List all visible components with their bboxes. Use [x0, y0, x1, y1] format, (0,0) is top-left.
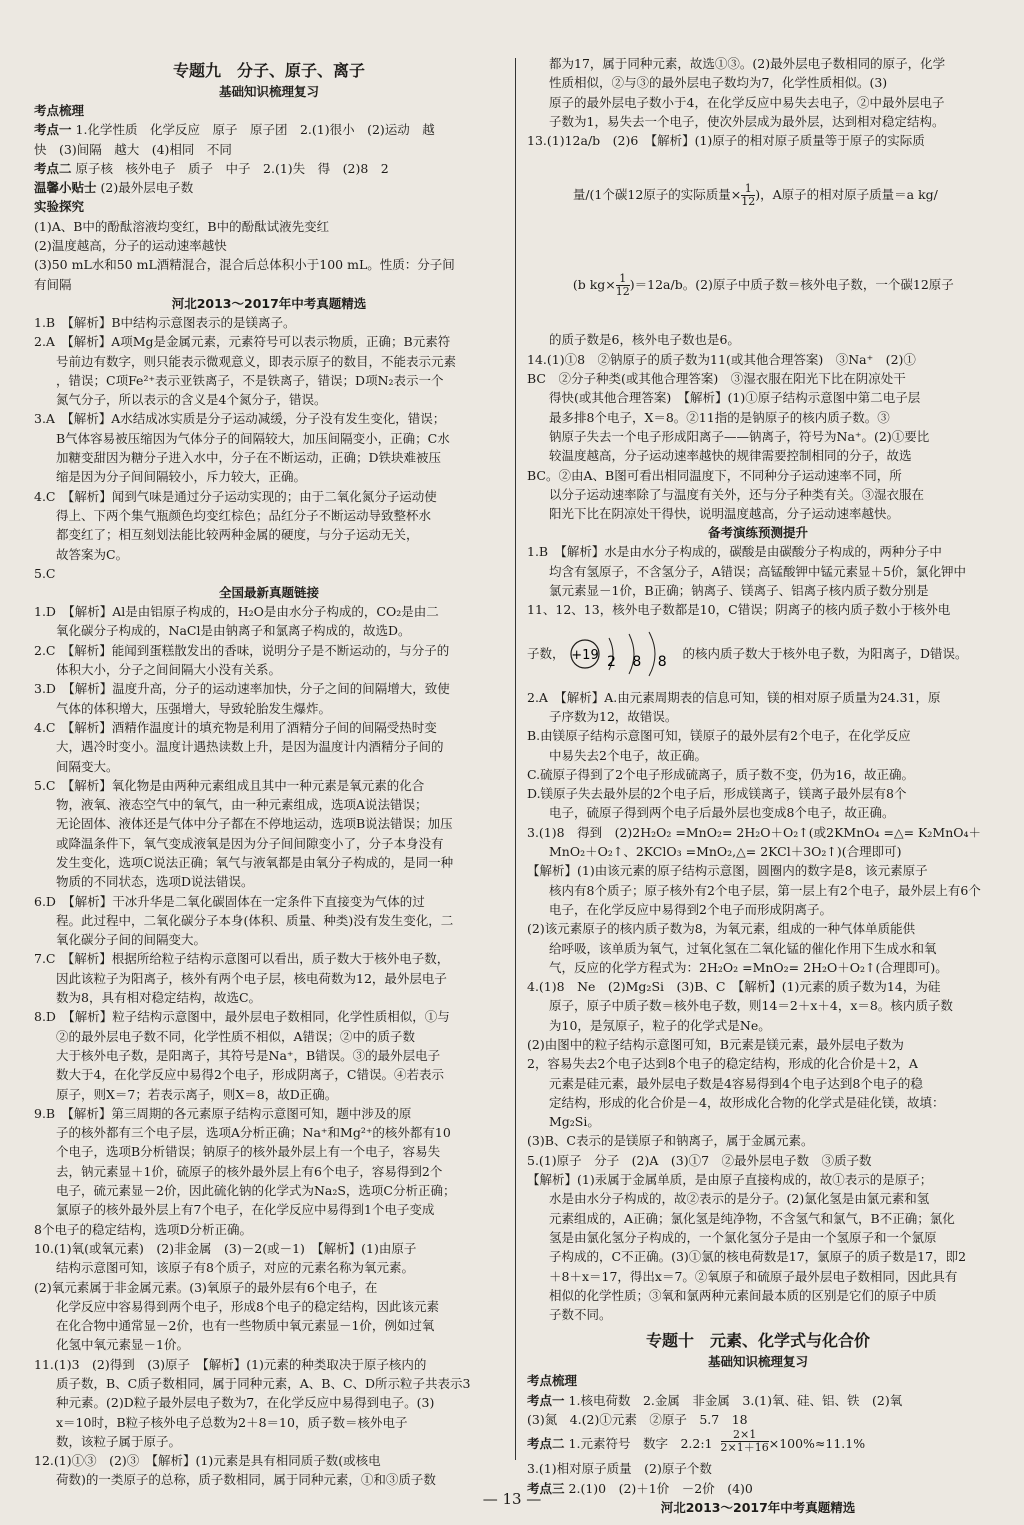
- t10-point-2-text-2: ×100%≈11.1%: [768, 1436, 866, 1452]
- answer-line: 5.C 【解析】氧化物是由两种元素组成且其中一种元素是氧元素的化合: [34, 777, 425, 793]
- answer-line: 子数不同。: [549, 1307, 612, 1323]
- answer-line: 【解析】(1)汞属于金属单质，是由原子直接构成的，故①表示的是原子；: [527, 1172, 933, 1188]
- answer-line: 缩是因为分子间间隔较小，斥力较大，正确。: [56, 469, 307, 485]
- point-1-text-2: 快 (3)间隔 越大 (4)相同 不同: [34, 141, 232, 157]
- answer-line: 12.(1)①③ (2)③ 【解析】(1)元素是具有相同质子数(或核电: [34, 1453, 381, 1469]
- answer-line: 元素是硅元素，最外层电子数是4容易得到4个电子达到8个电子的稳: [549, 1075, 923, 1091]
- answer-line: 相似的化学性质；③氧和氯两种元素间最本质的区别是它们的原子中质: [549, 1287, 937, 1303]
- answer-line: 都为17，属于同种元素，故选①③。(2)最外层电子数相同的原子，化学: [549, 56, 946, 71]
- answer-line: BC ②分子种类(或其他合理答案) ③湿衣服在阳光下比在阴凉处干: [527, 371, 906, 387]
- answer-line: 14.(1)①8 ②钠原子的质子数为11(或其他合理答案) ③Na⁺ (2)①: [527, 351, 916, 367]
- answer-line: 加糖变甜因为糖分子进入水中，分子在不断运动，正确；D铁块难被压: [56, 450, 442, 466]
- hebei-answers: [34, 313, 504, 583]
- answer-line: 数，该粒子属于原子。: [56, 1433, 182, 1449]
- experiment-list: [34, 217, 504, 294]
- t10-point-3-text: 2.(1)0 (2)＋1价 －2价 (4)0: [568, 1480, 753, 1496]
- answer-line: ，错误；C项Fe²⁺表示亚铁离子，不是铁离子，错误；D项N₂表示一个: [56, 372, 444, 388]
- t10-point-2: [527, 1429, 989, 1459]
- answer-line: 发生变化，选项C说法正确；氧气与液氧都是由氧分子构成的，是同一种: [56, 854, 454, 870]
- answer-line: 定结构，形成的化合价是－4，故形成化合物的化学式是硅化镁，故填：Mg₂Si。: [549, 1094, 945, 1130]
- atom-prefix: 子数，: [527, 645, 565, 661]
- answer-line: 8个电子的稳定结构，选项D分析正确。: [34, 1221, 252, 1237]
- answer-line: 数为8，具有相对稳定结构，故选C。: [56, 990, 262, 1006]
- fraction: [616, 273, 630, 298]
- answer-line: ＋8＋x＝17，得出x＝7。②氧原子和硫原子最外层电子数相同，因此具有: [549, 1268, 958, 1284]
- fraction-bottom: 12: [741, 195, 756, 209]
- experiment-line: 有间隔: [34, 276, 72, 292]
- answer-line: 均含有氢原子，不含氢分子，A错误；高锰酸钾中锰元素显＋5价，氯化钾中: [549, 563, 966, 579]
- answer-line: 物，液氧、液态空气中的氧气，由一种元素组成，选项A说法错误；: [56, 797, 428, 813]
- answer-line: 2.C 【解析】能闻到蛋糕散发出的香味，说明分子是不断运动的，与分子的: [34, 642, 450, 658]
- answer-line: 无论固体、液体还是气体中分子都在不停地运动，选项B说法错误；加压: [56, 816, 453, 832]
- t10-point-3-label: 考点三: [527, 1480, 565, 1496]
- answer-line: 质子数，B、C质子数相同，属于同种元素，A、B、C、D所示粒子共表示3: [56, 1376, 471, 1391]
- tip: [34, 178, 504, 197]
- answer-line: (2)氧元素属于非金属元素。(3)氧原子的最外层有6个电子，在: [34, 1279, 378, 1295]
- answer-line: 4.(1)8 Ne (2)Mg₂Si (3)B、C 【解析】(1)元素的质子数为14，为硅: [527, 979, 941, 995]
- answer-13-line: 13.(1)12a/b (2)6 【解析】(1)原子的相对原子质量等于原子的实际质: [527, 133, 925, 149]
- answer-line: 7.C 【解析】根据所给粒子结构示意图可以看出，质子数大于核外电子数，: [34, 951, 450, 967]
- answer-line: 4.C 【解析】闻到气味是通过分子运动实现的；由于二氧化氮分子运动使: [34, 488, 437, 504]
- answer-line: C.硫原子得到了2个电子形成硫离子，质子数不变，仍为16，故正确。: [527, 766, 914, 782]
- answer-line: 原子，原子中质子数＝核外电子数，则14＝2＋x＋4，x＝8。核内质子数: [549, 998, 953, 1014]
- answer-line: 3.(1)8 得到 (2)2H₂O₂ =MnO₂= 2H₂O＋O₂↑(或2KMnO₄ =△= K₂MnO₄＋: [527, 824, 982, 840]
- answer-line: 程。此过程中，二氧化碳分子本身(体积、质量、种类)没有发生变化，二: [56, 912, 454, 928]
- right-column: [527, 54, 989, 1517]
- answer-line: (2)该元素原子的核内质子数为8，为氧元素，组成的一种气体单质能供: [527, 921, 916, 937]
- fraction-bottom: 2×1＋16: [720, 1441, 769, 1455]
- experiment-line: (2)温度越高，分子的运动速率越快: [34, 238, 227, 254]
- national-answers: [34, 602, 504, 1490]
- answer-line: 电子，硫元素显－2价，因此硫化钠的化学式为Na₂S，选项C分析正确；: [56, 1183, 456, 1199]
- answer-line: 结构示意图可知，该原子有8个质子，对应的元素名称为氧元素。: [56, 1260, 414, 1276]
- left-column: [34, 54, 504, 1490]
- answer-line: 都变红了；相互刻划法能比较两种金属的硬度，与分子运动无关，: [56, 527, 419, 543]
- answer-line: 大于核外电子数，是阳离子，其符号是Na⁺，B错误。③的最外层电子: [56, 1047, 441, 1063]
- t10-hebei-heading: 河北2013～2017年中考真题精选: [660, 1499, 856, 1515]
- topic-10-title: 专题十 元素、化学式与化合价: [645, 1331, 870, 1351]
- fraction-top: 2×1: [721, 1429, 769, 1442]
- answer-13-text: )，A原子的相对原子质量＝a kg/: [755, 187, 938, 203]
- answer-line: 氢是由氯化氢分子构成的，一个氯化氢分子是由一个氢原子和一个氯原: [549, 1229, 937, 1245]
- answer-line: 3.D 【解析】温度升高，分子的运动速率加快，分子之间的间隔增大，致使: [34, 681, 450, 697]
- answer-line: 中易失去2个电子，故正确。: [549, 747, 707, 763]
- answer-line: 元素组成的，A正确；氯化氢是纯净物，不含氢气和氯气，B不正确；氯化: [549, 1210, 955, 1226]
- answer-line: 1.B 【解析】B中结构示意图表示的是镁离子。: [34, 314, 296, 330]
- answer-13-line: [527, 240, 989, 330]
- experiment-line: (3)50 mL水和50 mL酒精混合，混合后总体积小于100 mL。性质：分子间: [34, 257, 455, 273]
- answer-line: 9.B 【解析】第三周期的各元素原子结构示意图可知，题中涉及的原: [34, 1105, 412, 1121]
- atom-suffix: 的核内质子数大于核外电子数，为阳离子，D错误。: [682, 645, 968, 661]
- atom-diagram-row: [527, 626, 989, 682]
- answer-13-text: 量/(1个碳12原子的实际质量×: [572, 187, 742, 203]
- fraction-bottom: 12: [615, 285, 630, 299]
- answer-line: 5.C: [34, 565, 56, 581]
- answer-line: 种元素。(2)D粒子最外层电子数为7，在化学反应中易得到电子。(3): [56, 1395, 435, 1411]
- answer-line: 氮气分子，所以表示的含义是4个氮分子，错误。: [56, 392, 327, 408]
- answer-line: D.镁原子失去最外层的2个电子后，形成镁离子，镁离子最外层有8个: [527, 786, 907, 802]
- answer-line: 5.(1)原子 分子 (2)A (3)①7 ②最外层电子数 ③质子数: [527, 1152, 872, 1168]
- answer-line: 性质相似，②与③的最外层电子数均为7，化学性质相似。(3): [549, 75, 888, 91]
- answer-line: 子构成的，C不正确。(3)①氯的核电荷数是17，氯原子的质子数是17，即2: [549, 1249, 967, 1265]
- answer-line: 2.A 【解析】A.由元素周期表的信息可知，镁的相对原子质量为24.31，原: [527, 689, 941, 705]
- answer-line: 2，容易失去2个电子达到8个电子的稳定结构，形成的化合价是＋2，A: [527, 1056, 918, 1072]
- shell-electrons: 2 8 8: [606, 653, 673, 670]
- answer-line: 电子，在化学反应中易得到2个电子而形成阴离子。: [549, 901, 832, 917]
- answer-line: 得快(或其他合理答案) 【解析】(1)①原子结构示意图中第二电子层: [549, 390, 921, 406]
- answer-line: 水是由水分子构成的，故②表示的是分子。(2)氯化氢是由氯元素和氢: [549, 1191, 930, 1207]
- answer-line: 10.(1)氧(或氧元素) (2)非金属 (3)－2(或－1) 【解析】(1)由原子: [34, 1240, 417, 1256]
- answer-line: ②的最外层电子数不同，化学性质不相似，A错误；②中的质子数: [56, 1028, 416, 1044]
- answer-13-text: (b kg×: [572, 277, 616, 293]
- page-number: — 13 —: [482, 1490, 542, 1508]
- answer-line: 给呼吸，该单质为氧气，过氧化氢在二氧化锰的催化作用下生成水和氧: [549, 940, 937, 956]
- answer-line: 去，钠元素显＋1价，硫原子的核外最外层上有6个电子，容易得到2个: [56, 1163, 443, 1179]
- t10-point-1-label: 考点一: [527, 1392, 565, 1408]
- topic-9-subtitle: 基础知识梳理复习: [218, 84, 319, 99]
- prep-answer-3: [527, 823, 989, 977]
- point-2-label: 考点二: [34, 160, 72, 176]
- answer-line: 以分子运动速率除了与温度有关外，还与分子种类有关。③湿衣服在: [549, 486, 925, 502]
- point-2-text: 原子核 核外电子 质子 中子 2.(1)失 得 (2)8 2: [75, 160, 389, 176]
- answer-line: 最多排8个电子，X＝8。②11指的是钠原子的核内质子数。③: [549, 409, 890, 425]
- answer-line: 间隔变大。: [56, 758, 119, 774]
- answer-line: 3.A 【解析】A水结成冰实质是分子运动减缓，分子没有发生变化，错误；: [34, 411, 446, 427]
- answer-line: 大，遇冷时变小。温度计遇热读数上升，是因为温度计内酒精分子间的: [56, 739, 444, 755]
- answer-13-text: )＝12a/b。(2)原子中质子数＝核外电子数，一个碳12原子: [629, 277, 954, 293]
- continued-answer: [527, 54, 989, 131]
- answer-line: 子数为1，易失去一个电子，使次外层成为最外层，达到相对稳定结构。: [549, 113, 945, 129]
- answer-line: 或降温条件下，氧气变成液氧是因为分子间间隙变小了，分子本身没有: [56, 835, 444, 851]
- answer-line: 荷数)的一类原子的总称，质子数相同，属于同种元素，①和③质子数: [56, 1472, 436, 1488]
- fraction: [741, 183, 755, 208]
- answer-line: B.由镁原子结构示意图可知，镁原子的最外层有2个电子，在化学反应: [527, 728, 911, 744]
- fraction-top: 1: [616, 273, 630, 286]
- answer-line: 11、12、13，核外电子数都是10，C错误；阴离子的核内质子数小于核外电: [527, 602, 951, 618]
- answer-line: 物质的不同状态，选项D说法错误。: [56, 874, 254, 890]
- answer-line: MnO₂＋O₂↑、2KClO₃ =MnO₂,△= 2KCl＋3O₂↑)(合理即可): [549, 844, 902, 860]
- t10-point-2-text: 1.元素符号 数字 2.2:1: [568, 1436, 713, 1452]
- answer-line: 核内有8个质子；原子核外有2个电子层，第一层上有2个电子，最外层上有6个: [549, 882, 981, 898]
- answer-13-line: [527, 150, 989, 240]
- topic-10-subtitle: 基础知识梳理复习: [707, 1354, 808, 1370]
- national-heading: 全国最新真题链接: [218, 585, 319, 601]
- answer-line: 子序数为12，故错误。: [549, 708, 678, 724]
- answer-line: 个电子，选项B分析错误；钠原子的核外最外层上有一个电子，容易失: [56, 1144, 441, 1160]
- answer-line: 体积大小，分子之间间隔大小没有关系。: [56, 662, 282, 678]
- answer-line: 氧化碳分子构成的，NaCl是由钠离子和氯离子构成的，故选D。: [56, 623, 411, 639]
- answer-line: 11.(1)3 (2)得到 (3)原子 【解析】(1)元素的种类取决于原子核内的: [34, 1356, 427, 1372]
- answer-line: 化学反应中容易得到两个电子，形成8个电子的稳定结构，因此该元素: [56, 1298, 439, 1314]
- answer-line: 钠原子失去一个电子形成阳离子——钠离子，符号为Na⁺。(2)①要比: [549, 428, 930, 444]
- nucleus-charge: +19: [570, 647, 599, 663]
- answer-line: 原子，则X＝7；若表示离子，则X＝8，故D正确。: [56, 1086, 338, 1102]
- answer-line: 气体的体积增大，压强增大，导致轮胎发生爆炸。: [56, 700, 332, 716]
- answer-line: 气，反应的化学方程式为：2H₂O₂ =MnO₂= 2H₂O＋O₂↑(合理即可)。: [549, 959, 948, 975]
- answer-line: x＝10时，B粒子核外电子总数为2＋8＝10，质子数＝核外电子: [56, 1414, 408, 1430]
- answer-14: [527, 350, 989, 524]
- t10-point-2-line-2: 3.(1)相对原子质量 (2)原子个数: [527, 1461, 712, 1477]
- point-1: [34, 120, 504, 139]
- answer-line: 故答案为C。: [56, 546, 129, 562]
- answer-line: 得上、下两个集气瓶颜色均变红棕色；品红分子不断运动导致整杯水: [56, 507, 432, 523]
- answer-line: 在化合物中通常显－2价，也有一些物质中氧元素显－1价，例如过氧: [56, 1318, 435, 1334]
- point-2: [34, 159, 504, 178]
- answer-line: 原子的最外层电子数小于4，在化学反应中易失去电子，②中最外层电子: [549, 94, 945, 110]
- prep-heading: 备考演练预测提升: [707, 525, 808, 541]
- answer-line: 8.D 【解析】粒子结构示意图中，最外层电子数相同，化学性质相似，①与: [34, 1009, 450, 1025]
- prep-answer-5: [527, 1151, 989, 1325]
- prep-answer-4: [527, 977, 989, 1151]
- experiment-heading: 实验探究: [34, 199, 85, 215]
- answer-line: 号前边有数字，则只能表示微观意义，即表示原子的数目，不能表示元素: [56, 353, 457, 369]
- answer-line: 为10，是氖原子，粒子的化学式是Ne。: [549, 1017, 771, 1033]
- t10-point-1-text-2: (3)氮 4.(2)①元素 ②原子 5.7 18: [527, 1412, 748, 1428]
- answer-line: 氧化碳分子间的间隔变大。: [56, 932, 207, 948]
- answer-line: (3)B、C表示的是镁原子和钠离子，属于金属元素。: [527, 1133, 814, 1149]
- hebei-heading: 河北2013～2017年中考真题精选: [171, 295, 367, 311]
- answer-line: 子的核外都有三个电子层，选项A分析正确；Na⁺和Mg²⁺的核外都有10: [56, 1125, 451, 1141]
- answer-line: 6.D 【解析】干冰升华是二氧化碳固体在一定条件下直接变为气体的过: [34, 893, 425, 909]
- answer-line: 1.D 【解析】Al是由铝原子构成的，H₂O是由水分子构成的，CO₂是由二: [34, 604, 439, 620]
- answer-line: 1.B 【解析】水是由水分子构成的，碳酸是由碳酸分子构成的，两种分子中: [527, 544, 942, 560]
- prep-answer-2: [527, 688, 989, 823]
- column-divider: [515, 58, 516, 1460]
- mass-fraction: [721, 1429, 769, 1459]
- point-1-text: 1.化学性质 化学反应 原子 原子团 2.(1)很小 (2)运动 越: [75, 122, 435, 138]
- answer-line: BC。②由A、B图可看出相同温度下，不同种分子运动速率不同，所: [527, 467, 902, 483]
- tip-text: (2)最外层电子数: [100, 180, 194, 196]
- topic-10-review: 考点梳理: [527, 1373, 578, 1389]
- answer-line: 【解析】(1)由该元素的原子结构示意图，圆圈内的数字是8，该元素原子: [527, 863, 928, 879]
- answer-line: 数大于4，在化学反应中易得2个电子，形成阴离子，C错误。④若表示: [56, 1067, 444, 1083]
- answer-line: 2.A 【解析】A项Mg是金属元素，元素符号可以表示物质，正确；B元素符: [34, 334, 451, 350]
- tip-label: 温馨小贴士: [34, 180, 97, 196]
- fraction-top: 1: [741, 183, 755, 196]
- review-heading: 考点梳理: [34, 103, 85, 118]
- topic-9-title: 专题九 分子、原子、离子: [172, 61, 365, 80]
- t10-point-1-text: 1.核电荷数 2.金属 非金属 3.(1)氧、硅、铝、铁 (2)氧: [568, 1392, 903, 1408]
- answer-line: 氯元素显－1价，B正确；钠离子、镁离子、铝离子核内质子数分别是: [549, 583, 929, 599]
- answer-line: 较温度越高，分子运动速率越快的规律需要控制相同的分子，故选: [549, 448, 912, 464]
- t10-point-1: [527, 1391, 989, 1410]
- experiment-line: (1)A、B中的酚酞溶液均变红，B中的酚酞试液先变红: [34, 218, 330, 234]
- prep-answer-1: [527, 542, 989, 619]
- answer-line: B气体容易被压缩因为气体分子的间隔较大，加压间隔变小，正确；C水: [56, 430, 450, 446]
- atom-structure-diagram: [569, 626, 679, 682]
- answer-line: 化氢中氧元素显－1价。: [56, 1337, 189, 1353]
- answer-13-line: 的质子数是6，核外电子数也是6。: [549, 332, 740, 348]
- t10-point-2-label: 考点二: [527, 1436, 565, 1452]
- answer-line: 4.C 【解析】酒精作温度计的填充物是利用了酒精分子间的间隔受热时变: [34, 719, 437, 735]
- answer-line: 电子，硫原子得到两个电子后最外层也变成8个电子，故正确。: [549, 805, 895, 821]
- answer-line: 阳光下比在阴凉处干得快，说明温度越高，分子运动速率越快。: [549, 506, 900, 522]
- answer-line: (2)由图中的粒子结构示意图可知，B元素是镁元素，最外层电子数为: [527, 1036, 904, 1052]
- point-1-label: 考点一: [34, 122, 72, 138]
- answer-line: 因此该粒子为阳离子，核外有两个电子层，核电荷数为12，最外层电子: [56, 970, 447, 986]
- answer-line: 氯原子的核外最外层上有7个电子，在化学反应中易得到1个电子变成: [56, 1202, 435, 1218]
